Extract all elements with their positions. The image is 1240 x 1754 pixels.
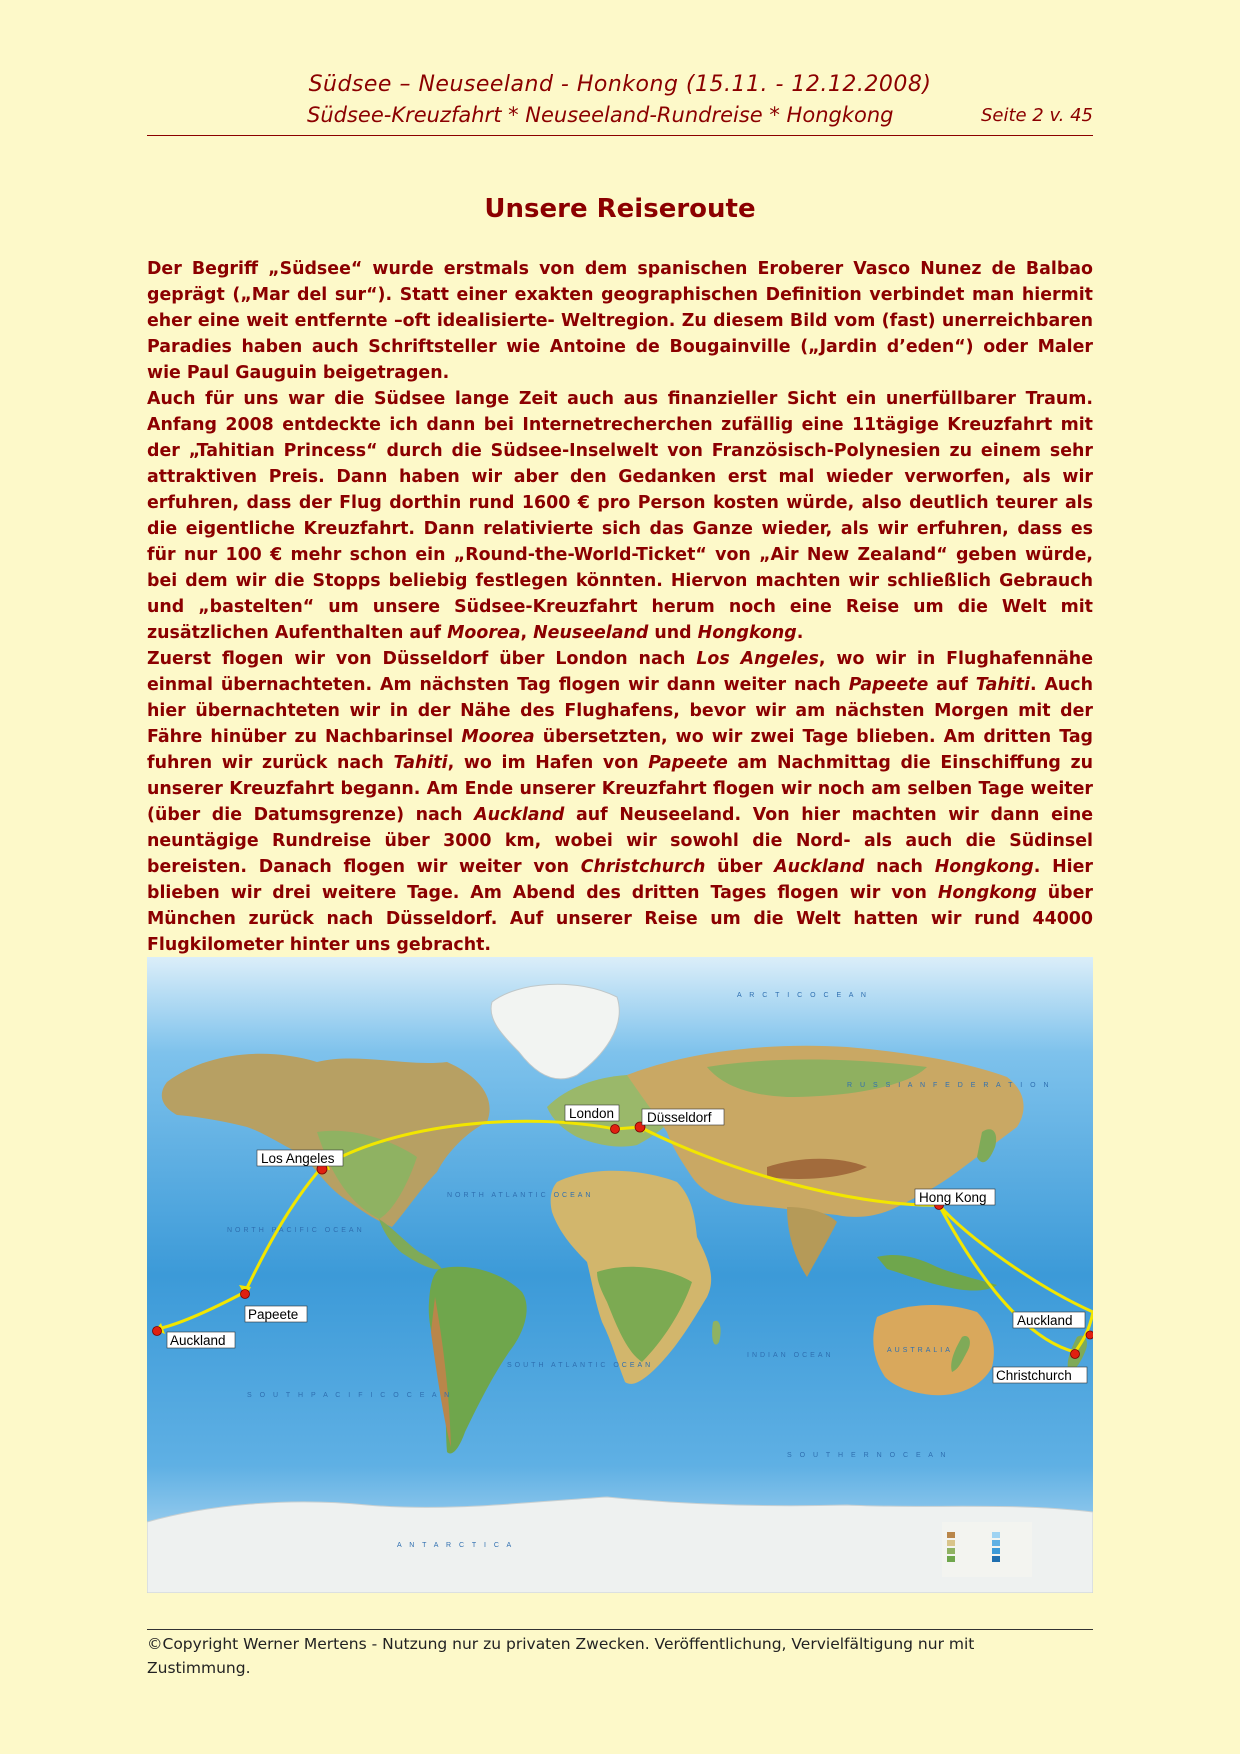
header-title: Südsee – Neuseeland - Honkong (15.11. - 12.12.2008) (308, 72, 932, 97)
map-legend-box (942, 1522, 1032, 1577)
label-london: London (569, 1106, 615, 1121)
label-papeete: Papeete (248, 1307, 299, 1322)
legend-swatch-land-1 (947, 1532, 955, 1538)
footer-copyright: ©Copyright Werner Mertens - Nutzung nur zu privaten Zwecken. Veröffentlichung, Vervielfältigung nur mit (147, 1635, 975, 1653)
label-los-angeles: Los Angeles (261, 1151, 335, 1166)
legend-swatch-land-3 (947, 1548, 955, 1554)
marker-papeete (241, 1290, 250, 1299)
place-name: Auckland (774, 857, 865, 877)
place-name: Hongkong (697, 623, 797, 643)
page-header (147, 72, 1093, 136)
marker-auckland-left (153, 1327, 162, 1336)
body-text (147, 256, 1093, 958)
country-label-australia: AUSTRALIA (887, 1347, 953, 1354)
text-run: über München zurück nach Düsseldorf. Auf unserer Reise um die Welt hatten wir rund 44000 Flugkilometer hinter uns gebracht. (147, 883, 1093, 955)
text-run: am Nachmittag die Einschiffung zu unserer Kreuzfahrt begann. Am Ende unserer Kreuzfahrt flogen wir noch am selben Tage weiter (über die Datumsgrenze) nach (147, 753, 1093, 825)
continent-label-antarctica: A N T A R C T I C A (397, 1542, 515, 1549)
label-duesseldorf: Düsseldorf (647, 1110, 712, 1125)
place-name: Papeete (848, 675, 929, 695)
page-number: Seite 2 v. 45 (980, 105, 1093, 126)
body-paragraph (147, 646, 1093, 958)
footer-divider (147, 1629, 1093, 1630)
text-run: auf Neuseeland. Von hier machten wir dann eine neuntägige Rundreise über 3000 km, wobei wir sowohl die Nord- als auch die Südinsel bereisten. Danach flogen wir weiter von (147, 805, 1093, 877)
place-name: Los Angeles (696, 649, 819, 669)
text-run: , wo im Hafen von (447, 753, 649, 773)
ocean-label-south-pacific: S O U T H P A C I F I C O C E A N (247, 1392, 453, 1399)
text-run: Zuerst flogen wir von Düsseldorf über London nach (147, 649, 697, 669)
header-subtitle-row (147, 101, 1093, 136)
text-run: . Auch hier übernachteten wir in der Nähe des Flughafens, bevor wir am nächsten Morgen mit der Fähre hinüber zu Nachbarinsel (147, 675, 1093, 747)
ocean-label-south-atlantic: SOUTH ATLANTIC OCEAN (507, 1362, 654, 1369)
text-run: und (648, 623, 698, 643)
text-run: nach (864, 857, 935, 877)
place-name: Papeete (648, 753, 728, 773)
marker-london (611, 1125, 620, 1134)
label-hong-kong: Hong Kong (919, 1190, 987, 1205)
body-paragraph (147, 256, 1093, 386)
text-run: , wo wir in Flughafennähe einmal übernachteten. Am nächsten Tag flogen wir dann weiter nach (147, 649, 1093, 695)
text-run: , (520, 623, 534, 643)
ocean-label-indian: INDIAN OCEAN (747, 1352, 834, 1359)
marker-christchurch (1071, 1350, 1080, 1359)
header-subtitle: Südsee-Kreuzfahrt * Neuseeland-Rundreise * Hongkong (307, 103, 894, 127)
country-label-russia: R U S S I A N F E D E R A T I O N (847, 1082, 1052, 1089)
place-name: Hongkong (937, 883, 1037, 903)
text-run: . Hier blieben wir drei weitere Tage. Am Abend des dritten Tages flogen wir von (147, 857, 1093, 903)
text-run: Auch für uns war die Südsee lange Zeit auch aus finanzieller Sicht ein unerfüllbarer Traum. Anfang 2008 entdeckte ich dann bei Internetrecherchen zufällig eine 11tägige Kreuzfahrt mit der „Tahitian Princess“ durch die Südsee-Inselwelt von Französisch-Polynesien zu einem sehr attraktiven Preis. Dann haben wir aber den Gedanken erst mal wieder verworfen, als wir erfuhren, dass der Flug dorthin rund 1600 € pro Person kosten würde, also deutlich teurer als die eigentliche Kreuzfahrt. Dann relativierte sich das Ganze wieder, als wir erfuhren, dass es für nur 100 € mehr schon ein „Round-the-World-Ticket“ von „Air New Zealand“ geben würde, bei dem wir die Stopps beliebig festlegen könnten. Hiervon machten wir schließlich Gebrauch und „bastelten“ um unsere Südsee-Kreuzfahrt herum noch eine Reise um die Welt mit zusätzlichen Aufenthalten auf (147, 389, 1093, 643)
text-run: über (705, 857, 775, 877)
page-title: Unsere Reiseroute (484, 194, 756, 224)
place-name: Tahiti (393, 753, 448, 773)
world-map (147, 957, 1093, 1593)
legend-swatch-land-4 (947, 1556, 955, 1562)
text-run: Der Begriff „Südsee“ wurde erstmals von dem spanischen Eroberer Vasco Nunez de Balbao geprägt („Mar del sur“). Statt einer exakten geographischen Definition verbindet man hiermit eher eine weit entfernte –oft idealisierte- Weltregion. Zu diesem Bild vom (fast) unerreichbaren Paradies haben auch Schriftsteller wie Antoine de Bougainville („Jardin d’eden“) oder Maler wie Paul Gauguin beigetragen. (147, 259, 1093, 383)
ocean-label-north-atlantic: NORTH ATLANTIC OCEAN (447, 1192, 594, 1199)
legend-swatch-land-2 (947, 1540, 955, 1546)
legend-swatch-sea-3 (992, 1548, 1000, 1554)
place-name: Neuseeland (533, 623, 649, 643)
place-name: Moorea (461, 727, 535, 747)
legend-swatch-sea-4 (992, 1556, 1000, 1562)
legend-swatch-sea-2 (992, 1540, 1000, 1546)
ocean-label-north-pacific: NORTH PACIFIC OCEAN (227, 1227, 365, 1234)
label-christchurch: Christchurch (996, 1368, 1072, 1383)
label-auckland-right: Auckland (1017, 1313, 1073, 1328)
place-name: Christchurch (580, 857, 706, 877)
place-name: Moorea (447, 623, 521, 643)
text-run: . (796, 623, 804, 643)
ocean-label-southern: S O U T H E R N O C E A N (787, 1452, 949, 1459)
text-run: übersetzten, wo wir zwei Tage blieben. Am dritten Tag fuhren wir zurück nach (147, 727, 1093, 773)
page-footer (147, 1632, 1093, 1680)
footer-copyright-cont: Zustimmung. (147, 1659, 251, 1677)
body-paragraph (147, 386, 1093, 646)
place-name: Hongkong (934, 857, 1034, 877)
label-auckland-left: Auckland (170, 1333, 226, 1348)
ocean-label-arctic: A R C T I C O C E A N (737, 992, 869, 999)
marker-auckland-right (1086, 1331, 1093, 1339)
place-name: Auckland (474, 805, 565, 825)
place-name: Tahiti (975, 675, 1030, 695)
text-run: auf (928, 675, 976, 695)
legend-swatch-sea-1 (992, 1532, 1000, 1538)
